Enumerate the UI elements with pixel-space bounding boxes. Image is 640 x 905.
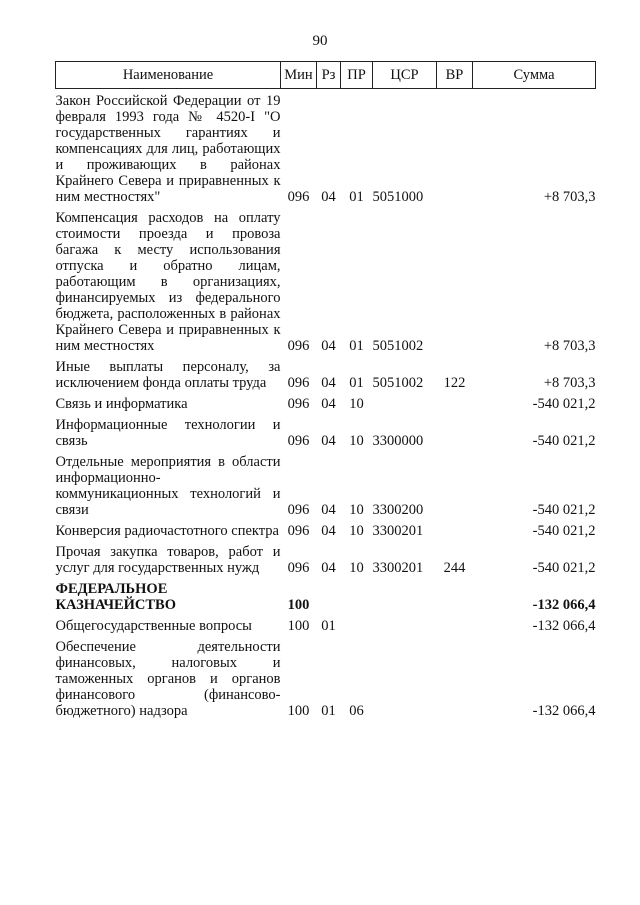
table-row (56, 519, 596, 540)
row-vr (437, 413, 473, 450)
header-pr: ПР (341, 62, 373, 89)
header-csr: ЦСР (373, 62, 437, 89)
row-csr (373, 392, 437, 413)
row-vr (437, 614, 473, 635)
row-rz: 04 (321, 396, 336, 412)
row-name: Информационные технологии и связь (55, 417, 281, 449)
header-min: Мин (281, 62, 317, 89)
header-vr: ВР (437, 62, 473, 89)
row-rz: 04 (321, 560, 336, 576)
row-sum: +8 703,3 (543, 375, 596, 391)
row-rz: 04 (321, 189, 336, 205)
row-name: Прочая закупка товаров, работ и услуг для государственных нужд (55, 544, 281, 576)
table-header-row (56, 62, 596, 89)
table-row (56, 206, 596, 355)
table-row (56, 577, 596, 614)
row-min: 100 (287, 618, 310, 634)
row-min: 096 (287, 433, 310, 449)
row-csr: 5051000 (372, 189, 424, 205)
row-vr (437, 206, 473, 355)
row-name: Общегосударственные вопросы (55, 618, 252, 634)
row-vr: 122 (443, 375, 466, 391)
table-row (56, 450, 596, 519)
row-vr (437, 450, 473, 519)
row-sum: -540 021,2 (532, 523, 596, 539)
table-row (56, 540, 596, 577)
row-rz: 04 (321, 523, 336, 539)
row-csr: 3300200 (372, 502, 424, 518)
row-min: 096 (287, 502, 310, 518)
row-name: Компенсация расходов на оплату стоимости проезда и провоза багажа к месту использования отпуска и обратно лицам, работающим в организациях, финансируемых из федерального бюджета, расположенных в районах Крайнего Севера и приравненных к ним местностях (55, 210, 281, 354)
row-csr: 3300201 (372, 560, 424, 576)
row-pr: 01 (349, 338, 364, 354)
row-sum: -540 021,2 (532, 560, 596, 576)
row-pr: 10 (349, 502, 364, 518)
header-name: Наименование (56, 62, 281, 89)
row-name: ФЕДЕРАЛЬНОЕ КАЗНАЧЕЙСТВО (55, 581, 177, 613)
row-pr: 10 (349, 396, 364, 412)
table-row (56, 392, 596, 413)
row-sum: -540 021,2 (532, 433, 596, 449)
row-min: 100 (287, 703, 310, 719)
row-name: Конверсия радиочастотного спектра (55, 523, 279, 539)
row-pr: 10 (349, 523, 364, 539)
row-min: 096 (287, 560, 310, 576)
row-vr (437, 392, 473, 413)
table-row (56, 89, 596, 207)
row-rz: 04 (321, 375, 336, 391)
row-min: 096 (287, 375, 310, 391)
table-row (56, 355, 596, 392)
table-row (56, 635, 596, 720)
page-number: 90 (312, 33, 328, 49)
row-name: Обеспечение деятельности финансовых, налоговых и таможенных органов и органов финансового (финансово-бюджетного) надзора (55, 639, 281, 719)
row-name: Закон Российской Федерации от 19 февраля 1993 года № 4520-I "О государственных гарантиях и компенсациях для лиц, работающих и проживающих в районах Крайнего Севера и приравненных к ним местностях" (55, 93, 281, 205)
row-pr: 10 (349, 560, 364, 576)
row-sum: -132 066,4 (532, 703, 596, 719)
row-name: Иные выплаты персоналу, за исключением фонда оплаты труда (55, 359, 281, 391)
row-vr (437, 519, 473, 540)
row-sum: -540 021,2 (532, 396, 596, 412)
row-rz: 04 (321, 502, 336, 518)
row-rz: 01 (321, 703, 336, 719)
row-sum: -132 066,4 (532, 597, 596, 613)
table-row (56, 413, 596, 450)
row-vr: 244 (443, 560, 466, 576)
budget-table (55, 61, 596, 720)
row-name: Связь и информатика (55, 396, 188, 412)
row-csr: 3300201 (372, 523, 424, 539)
row-min: 096 (287, 396, 310, 412)
header-sum: Сумма (473, 62, 596, 89)
row-csr: 5051002 (372, 375, 424, 391)
row-rz: 04 (321, 433, 336, 449)
table-row (56, 614, 596, 635)
row-sum: -132 066,4 (532, 618, 596, 634)
row-pr (341, 614, 373, 635)
row-pr: 06 (349, 703, 364, 719)
row-name: Отдельные мероприятия в области информационно-коммуникационных технологий и связи (55, 454, 281, 518)
row-pr: 10 (349, 433, 364, 449)
row-pr (341, 577, 373, 614)
row-vr (437, 635, 473, 720)
row-csr (373, 577, 437, 614)
row-csr (373, 635, 437, 720)
row-csr: 3300000 (372, 433, 424, 449)
row-rz: 04 (321, 338, 336, 354)
row-min: 096 (287, 189, 310, 205)
row-min: 096 (287, 523, 310, 539)
row-sum: +8 703,3 (543, 338, 596, 354)
row-csr (373, 614, 437, 635)
row-sum: +8 703,3 (543, 189, 596, 205)
row-csr: 5051002 (372, 338, 424, 354)
row-vr (437, 577, 473, 614)
row-min: 100 (287, 597, 310, 613)
row-min: 096 (287, 338, 310, 354)
row-pr: 01 (349, 189, 364, 205)
header-rz: Рз (317, 62, 341, 89)
row-rz (317, 577, 341, 614)
row-sum: -540 021,2 (532, 502, 596, 518)
row-vr (437, 89, 473, 207)
row-pr: 01 (349, 375, 364, 391)
row-rz: 01 (321, 618, 336, 634)
